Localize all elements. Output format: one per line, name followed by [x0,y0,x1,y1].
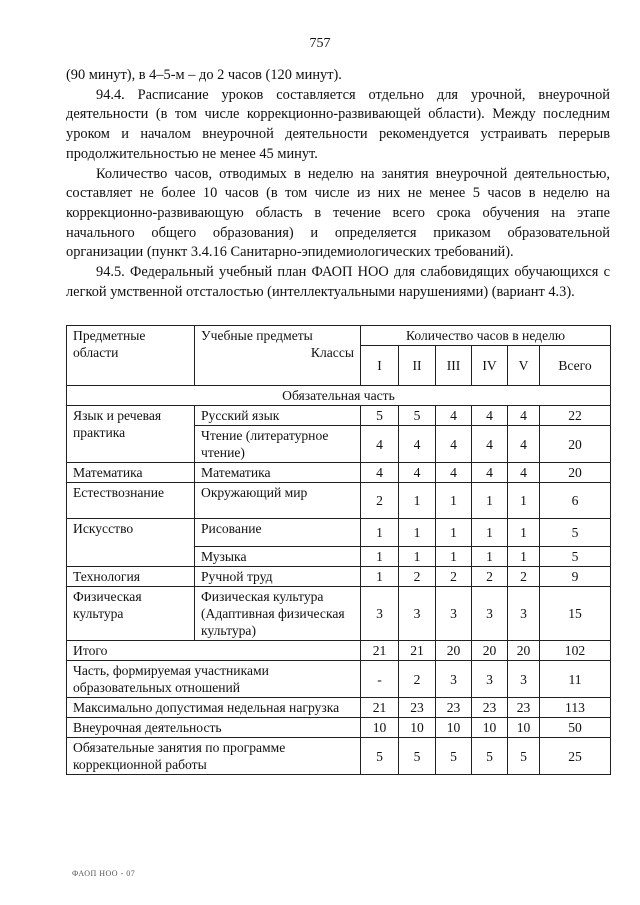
total-cell: 22 [540,406,611,426]
value-cell: 4 [508,463,540,483]
value-cell: 23 [436,698,472,718]
value-cell: 1 [472,483,508,519]
value-cell: 4 [399,463,436,483]
table-row [67,698,611,718]
value-cell: 2 [361,483,399,519]
value-cell: 5 [361,406,399,426]
curriculum-table [66,325,611,775]
value-cell: 5 [361,738,399,775]
subject-cell: Ручной труд [195,567,361,587]
value-cell: 1 [399,547,436,567]
area-cell: Искусство [67,519,195,567]
body-text [66,66,610,302]
value-cell: 21 [361,641,399,661]
subject-cell: Русский язык [195,406,361,426]
table-row [67,463,611,483]
table-row [67,406,611,426]
subject-cell: Рисование [195,519,361,547]
area-cell: Физическая культура [67,587,195,641]
value-cell: 23 [472,698,508,718]
value-cell: 1 [436,547,472,567]
value-cell: 23 [399,698,436,718]
value-cell: 4 [436,406,472,426]
header-classes-label: Классы [310,345,354,360]
value-cell: 3 [436,661,472,698]
paragraph: Количество часов, отводимых в неделю на занятия внеурочной деятельностью, составляет не более 10 часов (в том числе из них не менее 5 часов в неделю на коррекционно-развивающую область в течение всего срока обучения на этапе начального общего образования) и определяется приказом образовательной организации (пункт 3.4.16 Санитарно-эпидемиологических требований). [66,165,610,261]
value-cell: 1 [436,519,472,547]
value-cell: 10 [399,718,436,738]
value-cell: 1 [361,567,399,587]
total-cell: 20 [540,426,611,463]
value-cell: 10 [508,718,540,738]
grade-header: I [361,346,399,386]
total-cell: 5 [540,519,611,547]
paragraph: (90 минут), в 4–5-м – до 2 часов (120 минут). [66,67,342,83]
value-cell: 3 [508,587,540,641]
value-cell: 4 [472,406,508,426]
grade-header: V [508,346,540,386]
value-cell: 1 [508,547,540,567]
value-cell: 4 [361,426,399,463]
value-cell: 2 [436,567,472,587]
table-row [67,483,611,519]
total-cell: 6 [540,483,611,519]
value-cell: 4 [508,406,540,426]
value-cell: 5 [399,738,436,775]
table-row [67,641,611,661]
table-row [67,661,611,698]
paragraph: 94.4. Расписание уроков составляется отдельно для урочной, внеурочной деятельности (в том числе коррекционно-развивающей области). Между последним уроком и началом внеурочной деятельности рекомендуется устраивать перерыв продолжительностью не менее 45 минут. [66,86,610,162]
value-cell: 3 [399,587,436,641]
value-cell: 1 [399,483,436,519]
total-cell: 20 [540,463,611,483]
area-cell: Математика [67,463,195,483]
total-label: Обязательные занятия по программе коррекционной работы [67,738,361,775]
area-cell: Технология [67,567,195,587]
value-cell: 5 [472,738,508,775]
total-label: Часть, формируемая участниками образовательных отношений [67,661,361,698]
value-cell: - [361,661,399,698]
grade-header: II [399,346,436,386]
grade-header: IV [472,346,508,386]
value-cell: 10 [361,718,399,738]
value-cell: 4 [436,426,472,463]
subject-cell: Математика [195,463,361,483]
paragraph: 94.5. Федеральный учебный план ФАОП НОО для слабовидящих обучающихся с легкой умственной отсталостью (интеллектуальными нарушениями) (вариант 4.3). [66,264,610,300]
table-row [67,519,611,547]
total-cell: 5 [540,547,611,567]
subject-cell: Окружающий мир [195,483,361,519]
total-label: Максимально допустимая недельная нагрузка [67,698,361,718]
value-cell: 3 [508,661,540,698]
value-cell: 2 [399,567,436,587]
value-cell: 5 [436,738,472,775]
value-cell: 4 [472,426,508,463]
value-cell: 1 [472,519,508,547]
value-cell: 1 [361,547,399,567]
area-cell: Естествознание [67,483,195,519]
header-areas: Предметные области [67,326,195,386]
table-row [67,718,611,738]
value-cell: 10 [436,718,472,738]
value-cell: 5 [399,406,436,426]
total-cell: 113 [540,698,611,718]
value-cell: 1 [399,519,436,547]
value-cell: 3 [472,587,508,641]
table-row [67,738,611,775]
area-cell: Язык и речевая практика [67,406,195,463]
subject-cell: Музыка [195,547,361,567]
header-subjects [195,326,361,386]
value-cell: 1 [508,483,540,519]
value-cell: 23 [508,698,540,718]
grade-header: III [436,346,472,386]
value-cell: 4 [399,426,436,463]
value-cell: 1 [472,547,508,567]
value-cell: 4 [436,463,472,483]
value-cell: 3 [361,587,399,641]
value-cell: 21 [361,698,399,718]
value-cell: 1 [508,519,540,547]
value-cell: 3 [436,587,472,641]
table-row [67,567,611,587]
total-cell: 15 [540,587,611,641]
value-cell: 2 [508,567,540,587]
value-cell: 4 [472,463,508,483]
value-cell: 2 [472,567,508,587]
total-cell: 50 [540,718,611,738]
value-cell: 20 [508,641,540,661]
grade-header: Всего [540,346,611,386]
subject-cell: Чтение (литературное чтение) [195,426,361,463]
value-cell: 3 [472,661,508,698]
table-row [67,587,611,641]
value-cell: 1 [436,483,472,519]
mandatory-part-title: Обязательная часть [67,386,611,406]
value-cell: 21 [399,641,436,661]
value-cell: 10 [472,718,508,738]
value-cell: 1 [361,519,399,547]
value-cell: 20 [436,641,472,661]
total-cell: 11 [540,661,611,698]
value-cell: 2 [399,661,436,698]
total-cell: 25 [540,738,611,775]
footer-stamp: ФАОП НОО - 07 [72,869,136,878]
value-cell: 20 [472,641,508,661]
total-cell: 9 [540,567,611,587]
subject-cell: Физическая культура (Адаптивная физическая культура) [195,587,361,641]
value-cell: 4 [508,426,540,463]
page-number: 757 [309,36,331,51]
value-cell: 4 [361,463,399,483]
header-subjects-label: Учебные предметы [201,328,313,343]
total-cell: 102 [540,641,611,661]
total-label: Внеурочная деятельность [67,718,361,738]
total-label: Итого [67,641,361,661]
header-hours-title: Количество часов в неделю [361,326,611,346]
value-cell: 5 [508,738,540,775]
